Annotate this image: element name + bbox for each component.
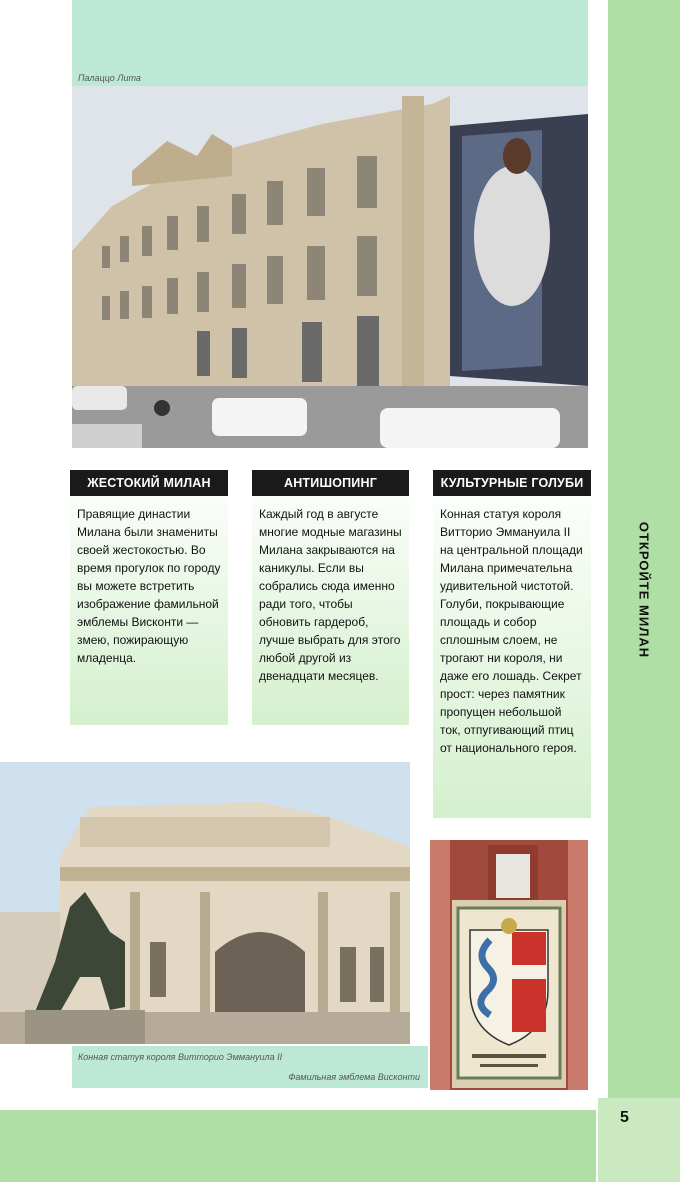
- vittorio-caption: Конная статуя короля Витторио Эммануила II: [78, 1052, 283, 1062]
- page-number: 5: [620, 1109, 629, 1126]
- bottom-caption-band: [72, 1046, 428, 1088]
- visconti-caption: Фамильная эмблема Висконти: [288, 1072, 420, 1082]
- box-cruel-milan-title: ЖЕСТОКИЙ МИЛАН: [70, 470, 228, 496]
- page-number-box: [598, 1098, 680, 1182]
- footer-band: [0, 1110, 596, 1182]
- box-cultural-pigeons-text: Конная статуя короля Витторио Эммануила II на центральной площади Милана примечательна удивительной чистотой. Голуби, покрывающие площадь и собор сплошным слоем, не трогают ни короля, ни даже его лошадь. Секрет прост: через памятник пропущен небольшой ток, отпугивающий птиц от национального героя.: [440, 507, 583, 755]
- box-cultural-pigeons: [433, 470, 591, 818]
- box-cultural-pigeons-title: КУЛЬТУРНЫЕ ГОЛУБИ: [433, 470, 591, 496]
- palazzo-caption: Палаццо Лита: [78, 73, 141, 83]
- box-antishopping-title: АНТИШОПИНГ: [252, 470, 409, 496]
- box-cruel-milan-text: Правящие династии Милана были знамениты своей жестокостью. Во время прогулок по городу вы можете встретить изображение фамильной эмблемы Висконти — змею, пожирающую младенца.: [77, 507, 221, 665]
- box-antishopping: [252, 470, 409, 725]
- visconti-emblem-photo: [430, 840, 588, 1090]
- box-cruel-milan: [70, 470, 228, 725]
- section-title: ОТКРОЙТЕ МИЛАН: [636, 521, 652, 659]
- box-antishopping-text: Каждый год в августе многие модные магазины Милана закрываются на каникулы. Если вы собрались сюда именно ради того, чтобы обновить гардероб, лучше выбрать для этого любой другой из двенадцати месяцев.: [259, 507, 402, 683]
- palazzo-photo: [72, 86, 588, 448]
- top-caption-band: [72, 0, 588, 86]
- galleria-statue-photo: [0, 762, 410, 1044]
